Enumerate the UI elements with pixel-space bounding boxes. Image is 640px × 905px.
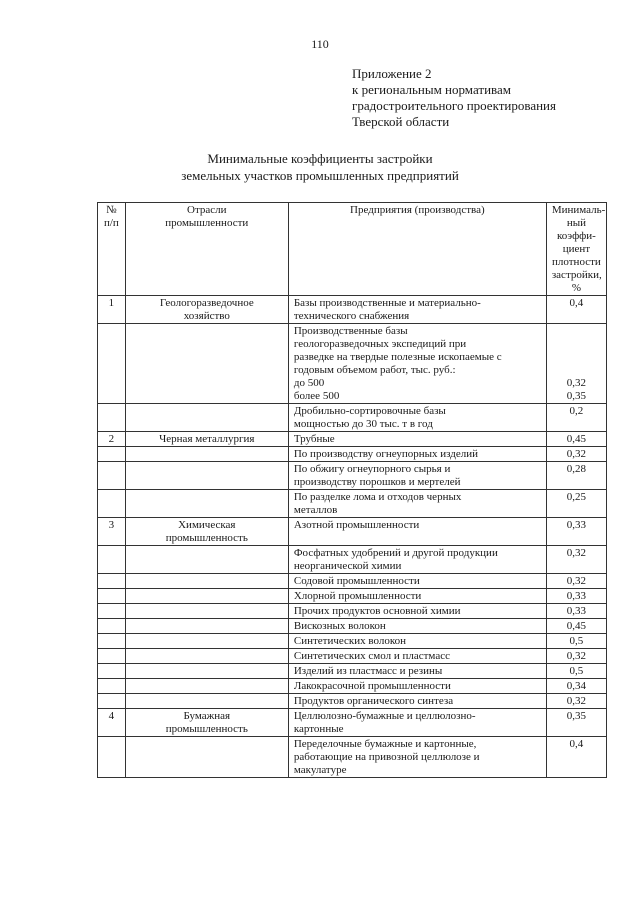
industry-cell: Бумажная промышленность	[125, 709, 288, 737]
enterprise-cell: Прочих продуктов основной химии	[288, 604, 546, 619]
row-number	[98, 679, 126, 694]
table-row	[98, 737, 607, 778]
industry-cell	[125, 634, 288, 649]
enterprise-cell: Трубные	[288, 432, 546, 447]
header-enterprise: Предприятия (производства)	[288, 203, 546, 296]
enterprise-cell: Фосфатных удобрений и другой продукции неорганической химии	[288, 546, 546, 574]
enterprise-cell: Лакокрасочной промышленности	[288, 679, 546, 694]
appendix-line: Тверской области	[352, 114, 450, 129]
header-num: № п/п	[98, 203, 126, 296]
table-row	[98, 462, 607, 490]
row-number	[98, 737, 126, 778]
enterprise-cell: Азотной промышленности	[288, 518, 546, 546]
industry-cell	[125, 574, 288, 589]
enterprise-cell: По разделке лома и отходов черных металлов	[288, 490, 546, 518]
table-row	[98, 574, 607, 589]
enterprise-cell: Продуктов органического синтеза	[288, 694, 546, 709]
table-row	[98, 664, 607, 679]
coefficient-cell: 0,33	[546, 518, 606, 546]
row-number	[98, 664, 126, 679]
coefficient-cell: 0,5	[546, 634, 606, 649]
row-number	[98, 404, 126, 432]
coefficient-cell: 0,32 0,35	[546, 324, 606, 404]
row-number	[98, 589, 126, 604]
row-number: 2	[98, 432, 126, 447]
industry-cell: Химическая промышленность	[125, 518, 288, 546]
coefficient-cell: 0,32	[546, 574, 606, 589]
coefficient-cell: 0,4	[546, 737, 606, 778]
coefficient-cell: 0,4	[546, 296, 606, 324]
industry-cell	[125, 546, 288, 574]
enterprise-cell: Базы производственные и материально- технического снабжения	[288, 296, 546, 324]
table-row	[98, 518, 607, 546]
coefficient-cell: 0,2	[546, 404, 606, 432]
coefficients-table	[97, 202, 607, 778]
enterprise-cell: Производственные базы геологоразведочных экспедиций при разведке на твердые полезные ископаемые с годовым объемом работ, тыс. руб.: до 500 более 500	[288, 324, 546, 404]
enterprise-cell: Вискозных волокон	[288, 619, 546, 634]
row-number	[98, 619, 126, 634]
row-number	[98, 324, 126, 404]
table-row	[98, 404, 607, 432]
row-number	[98, 634, 126, 649]
title-line: земельных участков промышленных предприятий	[181, 168, 459, 183]
table-row	[98, 604, 607, 619]
row-number	[98, 490, 126, 518]
enterprise-cell: Переделочные бумажные и картонные, работающие на привозной целлюлозе и макулатуре	[288, 737, 546, 778]
industry-cell	[125, 737, 288, 778]
enterprise-cell: Синтетических смол и пластмасс	[288, 649, 546, 664]
appendix-caption	[352, 66, 556, 130]
table-row	[98, 546, 607, 574]
coefficient-cell: 0,25	[546, 490, 606, 518]
coefficient-cell: 0,33	[546, 589, 606, 604]
row-number: 1	[98, 296, 126, 324]
enterprise-cell: Хлорной промышленности	[288, 589, 546, 604]
coefficient-cell: 0,32	[546, 447, 606, 462]
appendix-line: градостроительного проектирования	[352, 98, 556, 113]
industry-cell	[125, 619, 288, 634]
coefficient-cell: 0,33	[546, 604, 606, 619]
page-number: 110	[311, 37, 329, 51]
industry-cell	[125, 679, 288, 694]
header-industry: Отрасли промышленности	[125, 203, 288, 296]
title-line: Минимальные коэффициенты застройки	[207, 151, 433, 166]
industry-cell	[125, 664, 288, 679]
coefficient-cell: 0,45	[546, 432, 606, 447]
row-number	[98, 574, 126, 589]
enterprise-cell: Содовой промышленности	[288, 574, 546, 589]
coefficient-cell: 0,32	[546, 649, 606, 664]
row-number	[98, 649, 126, 664]
coefficient-cell: 0,34	[546, 679, 606, 694]
coefficient-cell: 0,32	[546, 546, 606, 574]
enterprise-cell: Синтетических волокон	[288, 634, 546, 649]
table-row	[98, 447, 607, 462]
enterprise-cell: Дробильно-сортировочные базы мощностью до 30 тыс. т в год	[288, 404, 546, 432]
document-title	[0, 150, 640, 184]
industry-cell	[125, 447, 288, 462]
coefficient-cell: 0,32	[546, 694, 606, 709]
table-row	[98, 296, 607, 324]
coefficient-cell: 0,28	[546, 462, 606, 490]
header-coefficient: Минималь- ный коэффи- циент плотности застройки, %	[546, 203, 606, 296]
industry-cell	[125, 589, 288, 604]
row-number	[98, 546, 126, 574]
industry-cell	[125, 324, 288, 404]
table-row	[98, 649, 607, 664]
table-row	[98, 589, 607, 604]
industry-cell	[125, 462, 288, 490]
industry-cell: Геологоразведочное хозяйство	[125, 296, 288, 324]
table-row	[98, 709, 607, 737]
industry-cell	[125, 404, 288, 432]
table-row	[98, 694, 607, 709]
table-row	[98, 679, 607, 694]
row-number	[98, 462, 126, 490]
appendix-line: к региональным нормативам	[352, 82, 511, 97]
table-row	[98, 324, 607, 404]
coefficient-cell: 0,5	[546, 664, 606, 679]
row-number	[98, 604, 126, 619]
enterprise-cell: Целлюлозно-бумажные и целлюлозно- картонные	[288, 709, 546, 737]
row-number	[98, 694, 126, 709]
industry-cell	[125, 604, 288, 619]
table-row	[98, 432, 607, 447]
industry-cell	[125, 649, 288, 664]
enterprise-cell: По обжигу огнеупорного сырья и производству порошков и мертелей	[288, 462, 546, 490]
table-row	[98, 619, 607, 634]
enterprise-cell: Изделий из пластмасс и резины	[288, 664, 546, 679]
appendix-line: Приложение 2	[352, 66, 432, 81]
row-number	[98, 447, 126, 462]
row-number: 3	[98, 518, 126, 546]
industry-cell: Черная металлургия	[125, 432, 288, 447]
enterprise-cell: По производству огнеупорных изделий	[288, 447, 546, 462]
table-row	[98, 634, 607, 649]
coefficient-cell: 0,45	[546, 619, 606, 634]
row-number: 4	[98, 709, 126, 737]
industry-cell	[125, 694, 288, 709]
coefficient-cell: 0,35	[546, 709, 606, 737]
table-row	[98, 490, 607, 518]
table-header-row	[98, 203, 607, 296]
industry-cell	[125, 490, 288, 518]
table-body	[98, 296, 607, 778]
